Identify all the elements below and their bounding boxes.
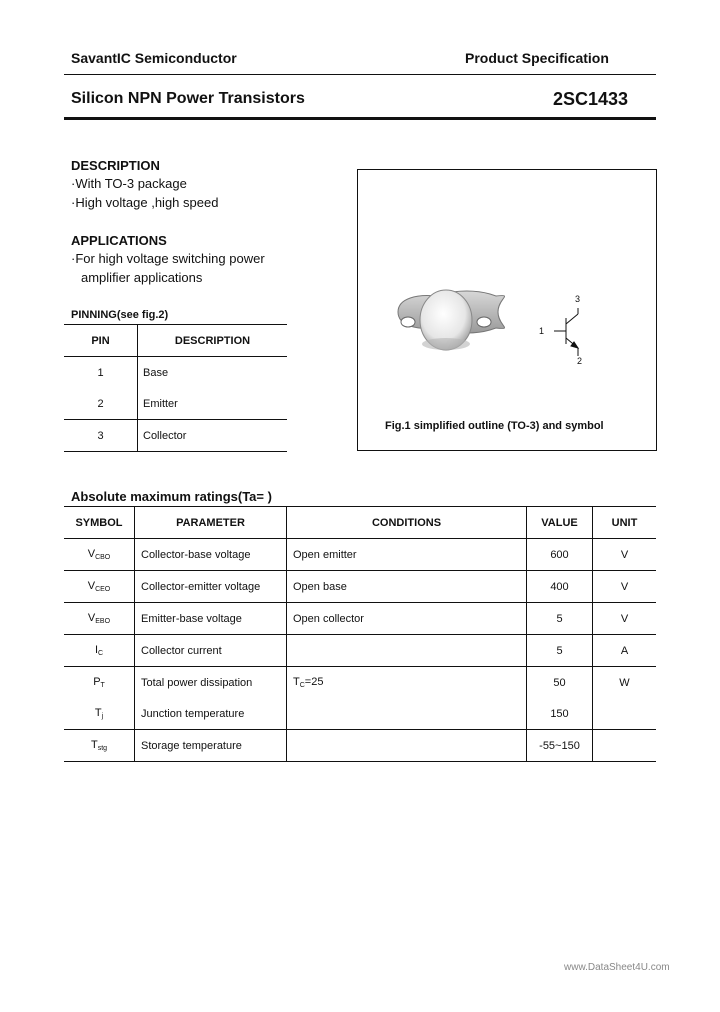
conditions-column-header: CONDITIONS (287, 507, 527, 539)
parameter-cell: Junction temperature (135, 698, 287, 730)
table-row (64, 539, 656, 571)
unit-cell: V (593, 539, 657, 571)
table-row (64, 698, 656, 730)
value-cell: -55~150 (527, 730, 593, 762)
company-name: SavantIC Semiconductor (71, 50, 237, 66)
parameter-cell: Storage temperature (135, 730, 287, 762)
symbol-cell: $T_j$ (64, 698, 135, 730)
parameter-cell: Emitter-base voltage (135, 603, 287, 635)
applications-heading: APPLICATIONS (71, 233, 167, 248)
table-row (64, 667, 656, 699)
parameter-column-header: PARAMETER (135, 507, 287, 539)
figure-caption: Fig.1 simplified outline (TO-3) and symbol (385, 420, 604, 432)
unit-column-header: UNIT (593, 507, 657, 539)
mounting-hole (477, 317, 491, 327)
unit-cell (593, 730, 657, 762)
symbol-cell: $V_{CBO}$ (64, 539, 135, 571)
pin-description: Emitter (143, 397, 178, 410)
value-cell: 600 (527, 539, 593, 571)
figure-box (357, 169, 657, 451)
ratings-table (64, 506, 656, 762)
value-cell: 50 (527, 667, 593, 699)
table-row (64, 635, 656, 667)
spec-label: Product Specification (465, 50, 609, 66)
description-line: ·With TO-3 package (71, 176, 187, 191)
pin-number: 2 (64, 388, 138, 420)
conditions-cell (287, 730, 527, 762)
pin-number: 3 (64, 420, 138, 452)
description-line: ·High voltage ,high speed (71, 195, 219, 210)
description-heading: DESCRIPTION (71, 158, 160, 173)
value-cell: 400 (527, 571, 593, 603)
table-row (64, 357, 287, 389)
table-row (64, 388, 287, 420)
unit-cell: V (593, 603, 657, 635)
conditions-cell: Open base (287, 571, 527, 603)
to3-package-drawing (358, 170, 656, 450)
header-divider (64, 74, 656, 75)
parameter-cell: Collector-base voltage (135, 539, 287, 571)
symbol-pin-1: 1 (539, 326, 545, 336)
table-row (64, 730, 656, 762)
pin-description: Base (143, 366, 169, 379)
mounting-hole (401, 317, 415, 327)
applications-line: amplifier applications (81, 270, 203, 285)
unit-cell: W (593, 667, 657, 699)
symbol-cell: $T_{stg}$ (64, 730, 135, 762)
conditions-cell: Open emitter (287, 539, 527, 571)
pin-number: 1 (64, 357, 138, 389)
symbol-pin-3: 3 (575, 294, 581, 304)
description-column-header: DESCRIPTION (138, 325, 288, 357)
applications-line: ·For high voltage switching power (71, 251, 265, 266)
npn-symbol-icon (554, 308, 578, 356)
conditions-cell (287, 698, 527, 730)
title-divider (64, 117, 656, 120)
document-title: Silicon NPN Power Transistors (71, 90, 305, 107)
conditions-cell (287, 635, 527, 667)
part-number: 2SC1433 (553, 89, 629, 109)
symbol-pin-2: 2 (577, 356, 583, 366)
value-cell: 5 (527, 603, 593, 635)
parameter-cell: Total power dissipation (135, 667, 287, 699)
parameter-cell: Collector current (135, 635, 287, 667)
conditions-cell: Open collector (287, 603, 527, 635)
value-cell: 150 (527, 698, 593, 730)
pinning-heading: PINNING(see fig.2) (71, 309, 169, 321)
pinning-table (64, 324, 287, 452)
parameter-cell: Collector-emitter voltage (135, 571, 287, 603)
table-row (64, 420, 287, 452)
symbol-cell: $P_T$ (64, 667, 135, 699)
symbol-cell: $V_{CEO}$ (64, 571, 135, 603)
table-row (64, 571, 656, 603)
ratings-heading: Absolute maximum ratings(Ta= ) (71, 489, 272, 504)
symbol-column-header: SYMBOL (64, 507, 135, 539)
symbol-cell: $I_C$ (64, 635, 135, 667)
value-cell: 5 (527, 635, 593, 667)
unit-cell: V (593, 571, 657, 603)
unit-cell (593, 698, 657, 730)
pin-column-header: PIN (64, 325, 138, 357)
watermark: www.DataSheet4U.com (564, 962, 670, 973)
pin-description: Collector (138, 420, 288, 452)
unit-cell: A (593, 635, 657, 667)
value-column-header: VALUE (527, 507, 593, 539)
conditions-cell: $T_C=25$ (287, 667, 527, 699)
table-row (64, 603, 656, 635)
symbol-cell: $V_{EBO}$ (64, 603, 135, 635)
